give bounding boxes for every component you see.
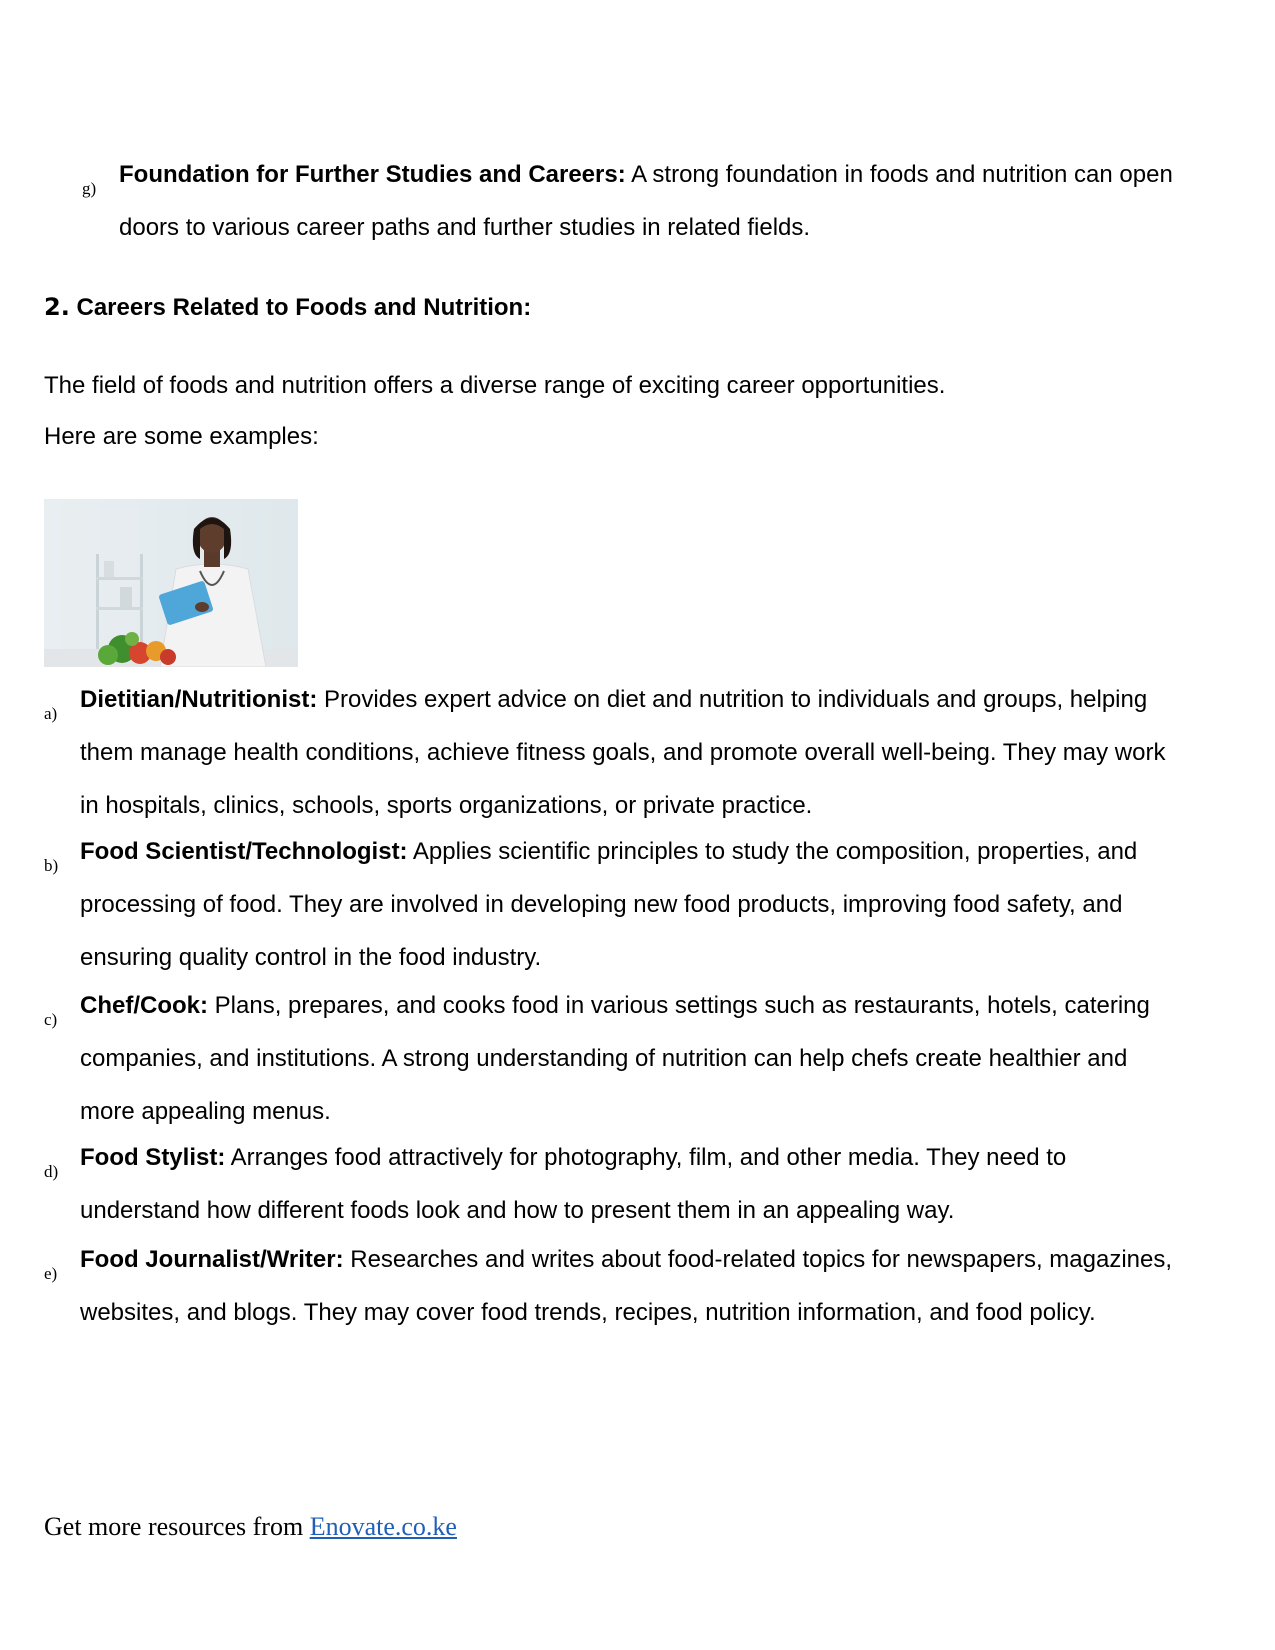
footer-prefix: Get more resources from (44, 1512, 310, 1541)
description: Provides expert advice on diet and nutrition to individuals and groups, helping them manage health conditions, achieve fitness goals, and promote overall well-being. They may work in hospitals, clinics, schools, sports organizations, or private practice. (80, 686, 1166, 819)
list-item-g (82, 148, 1222, 254)
term: Food Stylist: (80, 1144, 226, 1171)
list-marker: e) (44, 1264, 58, 1283)
list-marker: b) (44, 856, 59, 875)
description: Applies scientific principles to study the composition, properties, and processing of food. They are involved in developing new food products, improving food safety, and ensuring quality control in the food industry. (80, 838, 1138, 971)
intro-line-1: The field of foods and nutrition offers a diverse range of exciting career opportunities. (44, 372, 946, 399)
list-marker: c) (44, 1010, 58, 1029)
career-item-d (44, 1131, 1184, 1237)
intro-line-2: Here are some examples: (44, 423, 319, 450)
career-item-a (44, 673, 1184, 832)
term: Foundation for Further Studies and Careers: (119, 161, 626, 188)
section-number: 2. (44, 293, 70, 321)
term: Food Journalist/Writer: (80, 1246, 344, 1273)
section-heading (44, 290, 531, 325)
career-item-b (44, 825, 1184, 984)
section-title: Careers Related to Foods and Nutrition: (76, 294, 532, 321)
description: Researches and writes about food-related topics for newspapers, magazines, websites, and blogs. They may cover food trends, recipes, nutrition information, and food policy. (80, 1246, 1173, 1326)
nutritionist-photo (44, 499, 298, 667)
description: Plans, prepares, and cooks food in various settings such as restaurants, hotels, catering companies, and institutions. A strong understanding of nutrition can help chefs create healthier and more appealing menus. (80, 992, 1150, 1125)
footer-resources (44, 1510, 457, 1544)
description: Arranges food attractively for photography, film, and other media. They need to understand how different foods look and how to present them in an appealing way. (80, 1144, 1067, 1224)
list-marker: g) (82, 179, 97, 198)
list-marker: d) (44, 1162, 59, 1181)
enovate-link[interactable]: Enovate.co.ke (309, 1512, 457, 1541)
career-item-c (44, 979, 1184, 1138)
term: Chef/Cook: (80, 992, 208, 1019)
term: Dietitian/Nutritionist: (80, 686, 318, 713)
term: Food Scientist/Technologist: (80, 838, 408, 865)
list-marker: a) (44, 704, 58, 723)
career-item-e (44, 1233, 1184, 1339)
description: A strong foundation in foods and nutrition can open doors to various career paths and further studies in related fields. (119, 161, 1173, 241)
